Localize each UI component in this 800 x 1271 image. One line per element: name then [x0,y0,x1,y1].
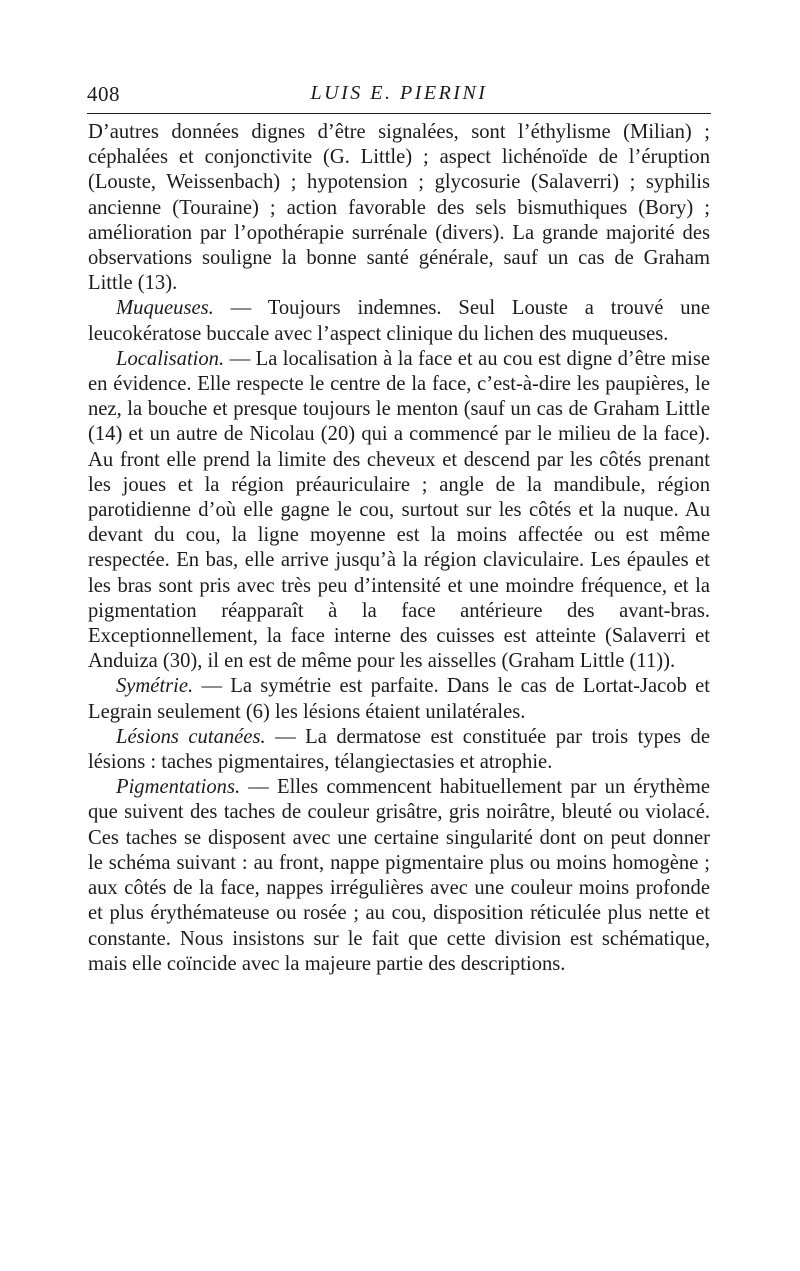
header-rule [87,113,711,114]
paragraph-text: — La localisation à la face et au cou est digne d’être mise en évidence. Elle respecte le centre de la face, c’est-à-dire les paupières, le nez, la bouche et presque toujours le menton (sauf un cas de Graham Little (14) et un autre de Nicolau (20) qui a commencé par le milieu de la face). Au front elle prend la limite des cheveux et descend par les côtés prenant les joues et la région préauriculaire ; angle de la mandibule, région parotidienne d’où elle gagne le cou, surtout sur les côtés et la nuque. Au devant du cou, la ligne moyenne est la moins affectée ou est même respectée. En bas, elle arrive jusqu’à la région claviculaire. Les épaules et les bras sont pris avec très peu d’intensité et une moindre fréquence, et la pigmentation réapparaît à la face antérieure des avant-bras. Exceptionnellement, la face interne des cuisses est atteinte (Salaverri et Anduiza (30), il en est de même pour les aisselles (Graham Little (11)). [88,347,710,673]
paragraph-text: — Toujours indemnes. Seul Louste a trouvé une leucokératose buccale avec l’aspect clinique du lichen des muqueuses. [88,297,710,345]
running-head: LUIS E. PIERINI [310,82,488,104]
body-text [88,120,710,977]
paragraph-lead: Muqueuses. [116,297,214,320]
paragraph-lead: Localisation. [116,347,225,370]
paragraph-text: D’autres données dignes d’être signalées, sont l’éthylisme (Milian) ; céphalées et conjonctivite (G. Little) ; aspect lichénoïde de l’éruption (Louste, Weissenbach) ; hypotension ; glycosurie (Salaverri) ; syphilis ancienne (Touraine) ; action favorable des sels bismuthiques (Bory) ; amélioration par l’opothérapie surrénale (divers). La grande majorité des observations souligne la bonne santé générale, sauf un cas de Graham Little (13). [88,121,710,295]
paragraph-lead: Symétrie. [116,675,194,698]
paragraph-text: — Elles commencent habituellement par un érythème que suivent des taches de couleur grisâtre, gris noirâtre, bleuté ou violacé. Ces taches se disposent avec une certaine singularité dont on peut donner le schéma suivant : au front, nappe pigmentaire plus ou moins homogène ; aux côtés de la face, nappes irrégulières avec une couleur moins profonde et plus érythémateuse ou rosée ; au cou, disposition réticulée plus nette et constante. Nous insistons sur le fait que cette division est schématique, mais elle coïncide avec la majeure partie des descriptions. [88,776,710,975]
page-number: 408 [87,82,120,106]
paragraph-muqueuses [88,296,710,346]
paragraph-text: — La symétrie est parfaite. Dans le cas de Lortat-Jacob et Legrain seulement (6) les lésions étaient unilatérales. [88,675,710,723]
paragraph-lesions-cutanees [88,725,710,775]
page-header [87,82,711,112]
paragraph-text: — La dermatose est constituée par trois types de lésions : taches pigmentaires, télangiectasies et atrophie. [88,725,710,774]
paragraph-localisation [88,347,710,675]
paragraph-general-data [88,120,710,296]
paragraph-lead: Lésions cutanées. [116,725,266,748]
paragraph-pigmentations [88,775,710,977]
paragraph-symetrie [88,674,710,724]
paragraph-lead: Pigmentations. [116,776,241,799]
